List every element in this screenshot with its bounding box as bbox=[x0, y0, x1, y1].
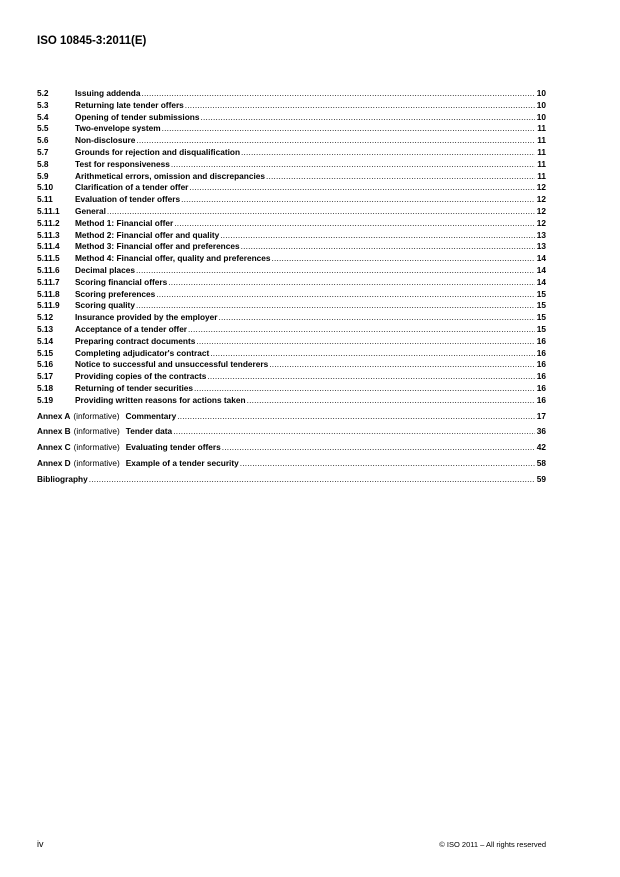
toc-leader-dots bbox=[171, 159, 535, 171]
toc-entry-page: 16 bbox=[536, 347, 546, 358]
annex-label: Annex B bbox=[37, 426, 71, 437]
toc-entry-page: 58 bbox=[536, 457, 546, 468]
toc-entry-title: Scoring preferences bbox=[75, 288, 156, 299]
toc-entry-number: 5.11 bbox=[37, 194, 53, 205]
toc-entry[interactable] bbox=[37, 336, 546, 348]
toc-leader-dots bbox=[107, 206, 535, 218]
toc-entry-number: 5.11.5 bbox=[37, 253, 60, 264]
toc-leader-dots bbox=[177, 411, 535, 423]
toc-entry-page: 16 bbox=[536, 359, 546, 370]
toc-entry-title: Method 3: Financial offer and preferences bbox=[75, 241, 240, 252]
toc-entry-number: 5.18 bbox=[37, 382, 54, 393]
toc-entry-number: 5.9 bbox=[37, 170, 49, 181]
toc-entry-title: Method 4: Financial offer, quality and preferences bbox=[75, 253, 271, 264]
toc-entry-number: 5.11.2 bbox=[37, 217, 60, 228]
toc-entry[interactable] bbox=[37, 194, 546, 206]
toc-entry-title: Returning late tender offers bbox=[75, 99, 184, 110]
toc-section-entries bbox=[37, 88, 546, 407]
toc-leader-dots bbox=[220, 230, 535, 242]
toc-entry-page: 12 bbox=[536, 182, 546, 193]
toc-leader-dots bbox=[185, 100, 535, 112]
toc-entry[interactable] bbox=[37, 230, 546, 242]
toc-leader-dots bbox=[162, 123, 535, 135]
toc-entry-number: 5.14 bbox=[37, 335, 54, 346]
table-of-contents bbox=[37, 88, 546, 486]
toc-entry[interactable] bbox=[37, 218, 546, 230]
toc-leader-dots bbox=[266, 171, 535, 183]
toc-entry-page: 12 bbox=[536, 205, 546, 216]
toc-entry-page: 14 bbox=[536, 253, 546, 264]
toc-entry-page: 12 bbox=[536, 217, 546, 228]
toc-entry[interactable] bbox=[37, 135, 546, 147]
document-header: ISO 10845-3:2011(E) bbox=[37, 35, 147, 47]
toc-entry-page: 16 bbox=[536, 394, 546, 405]
toc-leader-dots bbox=[89, 474, 535, 486]
toc-entry-page: 59 bbox=[536, 473, 546, 484]
toc-entry-number: 5.17 bbox=[37, 371, 54, 382]
toc-entry-title: Providing written reasons for actions taken bbox=[75, 394, 246, 405]
toc-entry[interactable] bbox=[37, 265, 546, 277]
toc-entry-page: 11 bbox=[537, 146, 546, 157]
toc-leader-dots bbox=[247, 395, 535, 407]
toc-entry-title: Opening of tender submissions bbox=[75, 111, 200, 122]
toc-leader-dots bbox=[200, 112, 535, 124]
toc-leader-dots bbox=[210, 348, 535, 360]
toc-leader-dots bbox=[222, 442, 535, 454]
toc-entry-number: 5.8 bbox=[37, 158, 49, 169]
toc-entry[interactable] bbox=[37, 395, 546, 407]
toc-leader-dots bbox=[189, 182, 535, 194]
toc-entry-number: 5.11.4 bbox=[37, 241, 60, 252]
toc-entry-page: 14 bbox=[536, 264, 546, 275]
toc-entry-number: 5.11.6 bbox=[37, 264, 60, 275]
toc-entry-page: 11 bbox=[537, 158, 546, 169]
toc-entry-title: Method 1: Financial offer bbox=[75, 217, 174, 228]
toc-entry[interactable] bbox=[37, 371, 546, 383]
toc-entry-number: 5.11.7 bbox=[37, 276, 60, 287]
toc-leader-dots bbox=[269, 359, 535, 371]
toc-entry-title: Grounds for rejection and disqualification bbox=[75, 146, 241, 157]
page-number: iv bbox=[37, 839, 44, 849]
toc-entry-page: 17 bbox=[536, 410, 546, 421]
toc-leader-dots bbox=[241, 147, 535, 159]
toc-entry[interactable] bbox=[37, 348, 546, 360]
toc-entry-number: 5.15 bbox=[37, 347, 54, 358]
toc-leader-dots bbox=[218, 312, 535, 324]
toc-leader-dots bbox=[194, 383, 535, 395]
toc-entry-page: 14 bbox=[536, 276, 546, 287]
toc-entry[interactable] bbox=[37, 147, 546, 159]
annex-label: Annex A bbox=[37, 410, 71, 421]
toc-entry[interactable] bbox=[37, 88, 546, 100]
toc-entry-number: 5.12 bbox=[37, 312, 54, 323]
toc-entry-page: 10 bbox=[536, 99, 546, 110]
annex-informative-tag: (informative) bbox=[73, 442, 120, 453]
toc-entry-number: 5.16 bbox=[37, 359, 54, 370]
toc-entry-title: Preparing contract documents bbox=[75, 335, 196, 346]
toc-entry-page: 13 bbox=[536, 229, 546, 240]
toc-entry-number: 5.3 bbox=[37, 99, 49, 110]
toc-leader-dots bbox=[136, 300, 535, 312]
toc-entry-page: 15 bbox=[536, 323, 546, 334]
toc-entry-title: Test for responsiveness bbox=[75, 158, 170, 169]
toc-entry-number: 5.7 bbox=[37, 146, 49, 157]
toc-entry-title: Completing adjudicator's contract bbox=[75, 347, 210, 358]
toc-entry[interactable] bbox=[37, 253, 546, 265]
toc-entry[interactable] bbox=[37, 324, 546, 336]
toc-leader-dots bbox=[241, 241, 535, 253]
copyright-notice: © ISO 2011 – All rights reserved bbox=[439, 840, 546, 849]
toc-entry[interactable] bbox=[37, 206, 546, 218]
toc-leader-dots bbox=[240, 458, 535, 470]
toc-annex-entry[interactable] bbox=[37, 426, 546, 438]
toc-leader-dots bbox=[173, 426, 535, 438]
annex-informative-tag: (informative) bbox=[73, 426, 120, 437]
toc-entry-page: 16 bbox=[536, 371, 546, 382]
annex-informative-tag: (informative) bbox=[73, 457, 120, 468]
toc-leader-dots bbox=[188, 324, 535, 336]
toc-leader-dots bbox=[136, 265, 535, 277]
toc-entry-title: Acceptance of a tender offer bbox=[75, 323, 188, 334]
toc-entry[interactable] bbox=[37, 241, 546, 253]
toc-entry-number: 5.10 bbox=[37, 182, 54, 193]
toc-entry[interactable] bbox=[37, 171, 546, 183]
toc-entry-number: 5.4 bbox=[37, 111, 49, 122]
toc-leader-dots bbox=[207, 371, 535, 383]
toc-entry[interactable] bbox=[37, 112, 546, 124]
toc-entry[interactable] bbox=[37, 300, 546, 312]
toc-annex-entry[interactable] bbox=[37, 411, 546, 423]
toc-entry-title: General bbox=[75, 205, 106, 216]
toc-entry-title: Bibliography bbox=[37, 473, 88, 484]
toc-entry-number: 5.11.3 bbox=[37, 229, 60, 240]
toc-entry[interactable] bbox=[37, 312, 546, 324]
toc-entry-title: Non-disclosure bbox=[75, 135, 136, 146]
toc-entry-title: Tender data bbox=[125, 426, 173, 437]
toc-entry-number: 5.13 bbox=[37, 323, 54, 334]
toc-entry-page: 11 bbox=[537, 170, 546, 181]
toc-entry-page: 11 bbox=[537, 123, 546, 134]
toc-leader-dots bbox=[181, 194, 535, 206]
toc-entry-page: 16 bbox=[536, 335, 546, 346]
toc-entry-title: Providing copies of the contracts bbox=[75, 371, 207, 382]
toc-entry-title: Clarification of a tender offer bbox=[75, 182, 189, 193]
toc-entry-number: 5.19 bbox=[37, 394, 54, 405]
toc-entry-title: Returning of tender securities bbox=[75, 382, 194, 393]
toc-entry-title: Scoring quality bbox=[75, 300, 135, 311]
toc-entry[interactable] bbox=[37, 277, 546, 289]
toc-entry[interactable] bbox=[37, 383, 546, 395]
toc-entry-title: Method 2: Financial offer and quality bbox=[75, 229, 220, 240]
toc-entry-number: 5.11.9 bbox=[37, 300, 60, 311]
toc-entry-title: Arithmetical errors, omission and discrepancies bbox=[75, 170, 265, 181]
annex-label: Annex C bbox=[37, 442, 71, 453]
toc-entry-title: Insurance provided by the employer bbox=[75, 312, 218, 323]
toc-entry-page: 11 bbox=[537, 135, 546, 146]
toc-entry-page: 12 bbox=[536, 194, 546, 205]
toc-entry-title: Evaluation of tender offers bbox=[75, 194, 181, 205]
toc-entry[interactable] bbox=[37, 359, 546, 371]
toc-entry-number: 5.11.1 bbox=[37, 205, 60, 216]
toc-leader-dots bbox=[196, 336, 535, 348]
toc-entry[interactable] bbox=[37, 289, 546, 301]
toc-entry-page: 15 bbox=[536, 288, 546, 299]
toc-entry-page: 15 bbox=[536, 300, 546, 311]
toc-entry[interactable] bbox=[37, 182, 546, 194]
toc-entry-page: 16 bbox=[536, 382, 546, 393]
toc-entry-page: 13 bbox=[536, 241, 546, 252]
toc-entry-number: 5.6 bbox=[37, 135, 49, 146]
toc-entry-title: Example of a tender security bbox=[125, 457, 239, 468]
toc-leader-dots bbox=[136, 135, 535, 147]
toc-entry-number: 5.11.8 bbox=[37, 288, 60, 299]
toc-entry-title: Evaluating tender offers bbox=[125, 442, 221, 453]
toc-leader-dots bbox=[141, 88, 535, 100]
toc-entry[interactable] bbox=[37, 123, 546, 135]
toc-leader-dots bbox=[156, 289, 535, 301]
toc-leader-dots bbox=[271, 253, 535, 265]
toc-entry-number: 5.2 bbox=[37, 88, 49, 98]
toc-annex-entry[interactable] bbox=[37, 458, 546, 470]
toc-entry-page: 36 bbox=[536, 426, 546, 437]
toc-bibliography-entry[interactable] bbox=[37, 474, 546, 486]
toc-entry[interactable] bbox=[37, 159, 546, 171]
toc-entry-page: 10 bbox=[536, 88, 546, 98]
toc-entry-page: 42 bbox=[536, 442, 546, 453]
toc-entry-title: Notice to successful and unsuccessful tenderers bbox=[75, 359, 269, 370]
toc-annex-entries bbox=[37, 411, 546, 470]
toc-annex-entry[interactable] bbox=[37, 442, 546, 454]
toc-entry-number: 5.5 bbox=[37, 123, 49, 134]
toc-entry-title: Decimal places bbox=[75, 264, 135, 275]
toc-leader-dots bbox=[174, 218, 535, 230]
toc-leader-dots bbox=[168, 277, 535, 289]
toc-entry[interactable] bbox=[37, 100, 546, 112]
toc-entry-title: Two-envelope system bbox=[75, 123, 161, 134]
toc-entry-title: Issuing addenda bbox=[75, 88, 141, 98]
annex-informative-tag: (informative) bbox=[73, 410, 120, 421]
toc-entry-title: Scoring financial offers bbox=[75, 276, 168, 287]
toc-entry-title: Commentary bbox=[125, 410, 177, 421]
annex-label: Annex D bbox=[37, 457, 71, 468]
toc-entry-page: 15 bbox=[536, 312, 546, 323]
toc-entry-page: 10 bbox=[536, 111, 546, 122]
